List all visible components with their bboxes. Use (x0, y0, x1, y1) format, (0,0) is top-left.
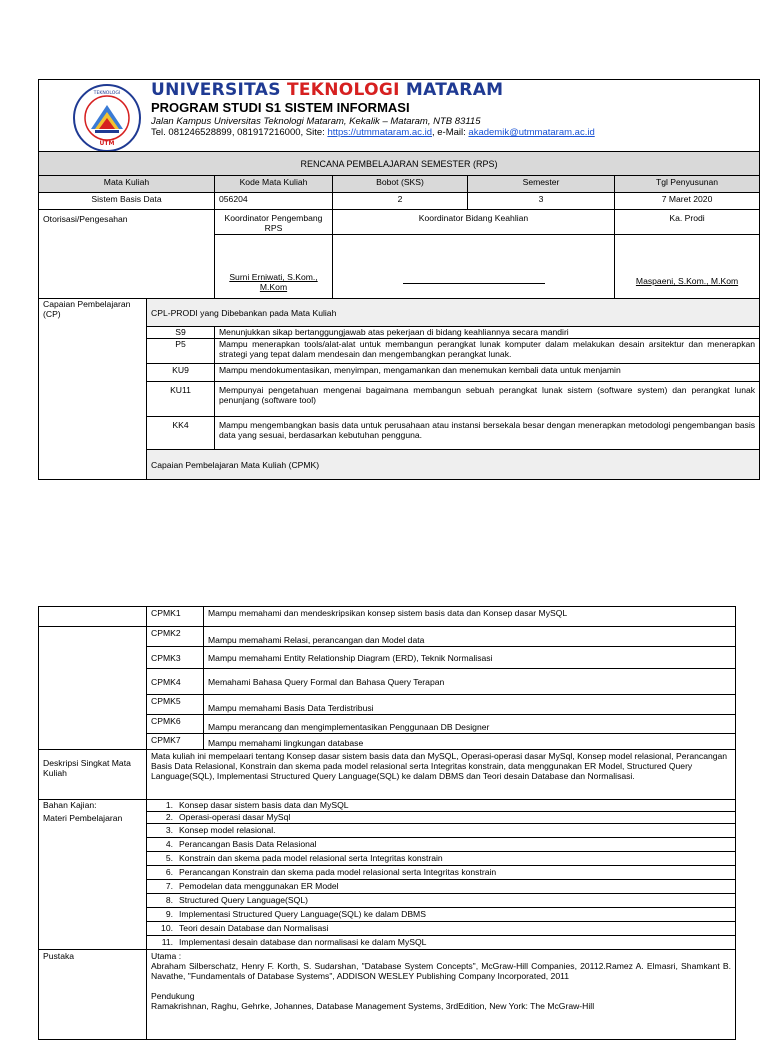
address: Jalan Kampus Universitas Teknologi Mataram, Kekalik – Mataram, NTB 83115 (151, 116, 481, 127)
signature-koordinator-bidang (333, 235, 615, 299)
signature-koordinator-rps (215, 235, 333, 299)
university-name: UNIVERSITAS TEKNOLOGI MATARAM (151, 80, 504, 100)
cpmk-code: CPMK2 (147, 627, 204, 647)
pustaka-utama-text: Abraham Silberschatz, Henry F. Korth, S. Sudarshan, "Database System Concepts", McGraw-Hill Companies, 20112.Ramez A. Elmasri, Shamkant B. Navathe, "Fundamentals of Database Systems", ADDISON WESLEY Publishing Company Incorporated, 2011 (151, 961, 731, 981)
pustaka-content (147, 950, 736, 1040)
bahan-label-2: Materi Pembelajaran (43, 813, 123, 823)
bahan-item: 8. Structured Query Language(SQL) (147, 894, 736, 908)
header-bobot: Bobot (SKS) (333, 176, 468, 193)
cpl-header: CPL-PRODI yang Dibebankan pada Mata Kuliah (147, 299, 760, 327)
cpl-code: KU11 (147, 382, 215, 417)
name-kaprodi: Maspaeni, S.Kom., M.Kom (635, 276, 739, 286)
cpl-text: Menunjukkan sikap bertanggungjawab atas pekerjaan di bidang keahliannya secara mandiri (215, 327, 760, 339)
name-koordinator-rps: Surni Erniwati, S.Kom., M.Kom (229, 272, 318, 292)
cpmk-code: CPMK4 (147, 669, 204, 695)
cpl-text: Mampu mendokumentasikan, menyimpan, mengamankan dan menemukan kembali data untuk menjamin (215, 364, 760, 382)
site-link[interactable]: https://utmmataram.ac.id (327, 127, 432, 138)
rps-detail-table (38, 606, 736, 1040)
header-mata-kuliah: Mata Kuliah (39, 176, 215, 193)
contact: Tel. 081246528899, 081917216000, Site: https://utmmataram.ac.id, e-Mail: akademik@utmmataram.ac.id (151, 127, 595, 138)
bahan-item: 1. Konsep dasar sistem basis data dan MySQL (147, 800, 736, 812)
signature-kaprodi (615, 235, 760, 299)
cpmk-side (39, 607, 147, 627)
letterhead (39, 80, 760, 152)
header-tgl: Tgl Penyusunan (615, 176, 760, 193)
bahan-label-1: Bahan Kajian: (43, 800, 97, 810)
role-koordinator-bidang: Koordinator Bidang Keahlian (333, 210, 615, 235)
pustaka-utama-label: Utama : (151, 951, 182, 961)
cpmk-code: CPMK5 (147, 695, 204, 715)
svg-text:UTM: UTM (99, 140, 115, 147)
university-logo (65, 83, 149, 152)
value-mata-kuliah: Sistem Basis Data (39, 193, 215, 210)
email-link[interactable]: akademik@utmmataram.ac.id (468, 127, 595, 138)
cpmk-text: Mampu merancang dan mengimplementasikan Penggunaan DB Designer (204, 715, 736, 734)
bahan-item: 9. Implementasi Structured Query Language(SQL) ke dalam DBMS (147, 908, 736, 922)
rps-header-table (38, 79, 760, 480)
cpmk-header: Capaian Pembelajaran Mata Kuliah (CPMK) (147, 450, 760, 480)
role-koordinator-rps: Koordinator Pengembang RPS (215, 210, 333, 235)
deskripsi-text: Mata kuliah ini mempelaari tentang Konsep dasar sistem basis data dan MySQL, Operasi-operasi dasar MySql, Konsep model relasional, Perancangan Basis Data Relasional, Konstrain dan skema pada model relasional serta Integritas konstrain, data menggunakan ER Model, Structured Query Language(SQL), Implementasi Structured Query Language(SQL) ke dalam DBMS dan Teori desain Database dan Normalisasi. (147, 750, 736, 800)
cpmk-text: Mampu memahami lingkungan database (204, 734, 736, 750)
cpmk-text: Mampu memahami Basis Data Terdistribusi (204, 695, 736, 715)
bahan-item: 5. Konstrain dan skema pada model relasional serta Integritas konstrain (147, 852, 736, 866)
cpmk-text: Mampu memahami Entity Relationship Diagram (ERD), Teknik Normalisasi (204, 647, 736, 669)
cpmk-text: Memahami Bahasa Query Formal dan Bahasa Query Terapan (204, 669, 736, 695)
cpmk-code: CPMK3 (147, 647, 204, 669)
cpl-text: Mampu mengembangkan basis data untuk perusahaan atau instansi bersekala besar dengan menerapkan metodologi pengembangan basis data yang sesuai, berdasarkan kebutuhan pengguna. (215, 417, 760, 450)
cpl-text: Mampu menerapkan tools/alat-alat untuk membangun perangkat lunak komputer dalam melakukan desain arsitektur dan menerapkan strategi yang tepat dalam mendesain dan mengembangkan perangkat lunak. (215, 339, 760, 364)
cpl-code: KU9 (147, 364, 215, 382)
cpmk-text: Mampu memahami Relasi, perancangan dan Model data (204, 627, 736, 647)
otorisasi-label: Otorisasi/Pengesahan (39, 210, 215, 299)
rps-title: RENCANA PEMBELAJARAN SEMESTER (RPS) (39, 152, 760, 176)
cpl-text: Mempunyai pengetahuan mengenai bagaimana membangun sebuah perangkat lunak sistem (software system) dan perangkat lunak penunjang (software tool) (215, 382, 760, 417)
bahan-item: 6. Perancangan Konstrain dan skema pada model relasional serta Integritas konstrain (147, 866, 736, 880)
bahan-item: 3. Konsep model relasional. (147, 824, 736, 838)
cpl-code: KK4 (147, 417, 215, 450)
header-kode: Kode Mata Kuliah (215, 176, 333, 193)
bahan-label (39, 800, 147, 950)
value-semester: 3 (468, 193, 615, 210)
value-tgl: 7 Maret 2020 (615, 193, 760, 210)
signature-line (403, 282, 545, 284)
role-kaprodi: Ka. Prodi (615, 210, 760, 235)
pustaka-pendukung-label: Pendukung (151, 991, 195, 1001)
bahan-item: 4. Perancangan Basis Data Relasional (147, 838, 736, 852)
pustaka-pendukung-text: Ramakrishnan, Raghu, Gehrke, Johannes, Database Management Systems, 3rdEdition, New York: The McGraw-Hill (151, 1001, 595, 1011)
cpmk-side (39, 627, 147, 750)
bahan-item: 7. Pemodelan data menggunakan ER Model (147, 880, 736, 894)
bahan-item: 11. Implementasi desain database dan normalisasi ke dalam MySQL (147, 936, 736, 950)
svg-text:TEKNOLOGI: TEKNOLOGI (93, 91, 121, 96)
deskripsi-label: Deskripsi Singkat Mata Kuliah (39, 750, 147, 800)
cpmk-code: CPMK6 (147, 715, 204, 734)
cpl-code: S9 (147, 327, 215, 339)
cpmk-code: CPMK7 (147, 734, 204, 750)
header-semester: Semester (468, 176, 615, 193)
bahan-item: 10. Teori desain Database dan Normalisasi (147, 922, 736, 936)
value-kode: 056204 (215, 193, 333, 210)
cpl-code: P5 (147, 339, 215, 364)
value-bobot: 2 (333, 193, 468, 210)
capaian-label: Capaian Pembelajaran (CP) (39, 299, 147, 480)
pustaka-label: Pustaka (39, 950, 147, 1040)
program-name: PROGRAM STUDI S1 SISTEM INFORMASI (151, 100, 410, 115)
bahan-item: 2. Operasi-operasi dasar MySql (147, 812, 736, 824)
cpmk-text: Mampu memahami dan mendeskripsikan konsep sistem basis data dan Konsep dasar MySQL (204, 607, 736, 627)
cpmk-code: CPMK1 (147, 607, 204, 627)
